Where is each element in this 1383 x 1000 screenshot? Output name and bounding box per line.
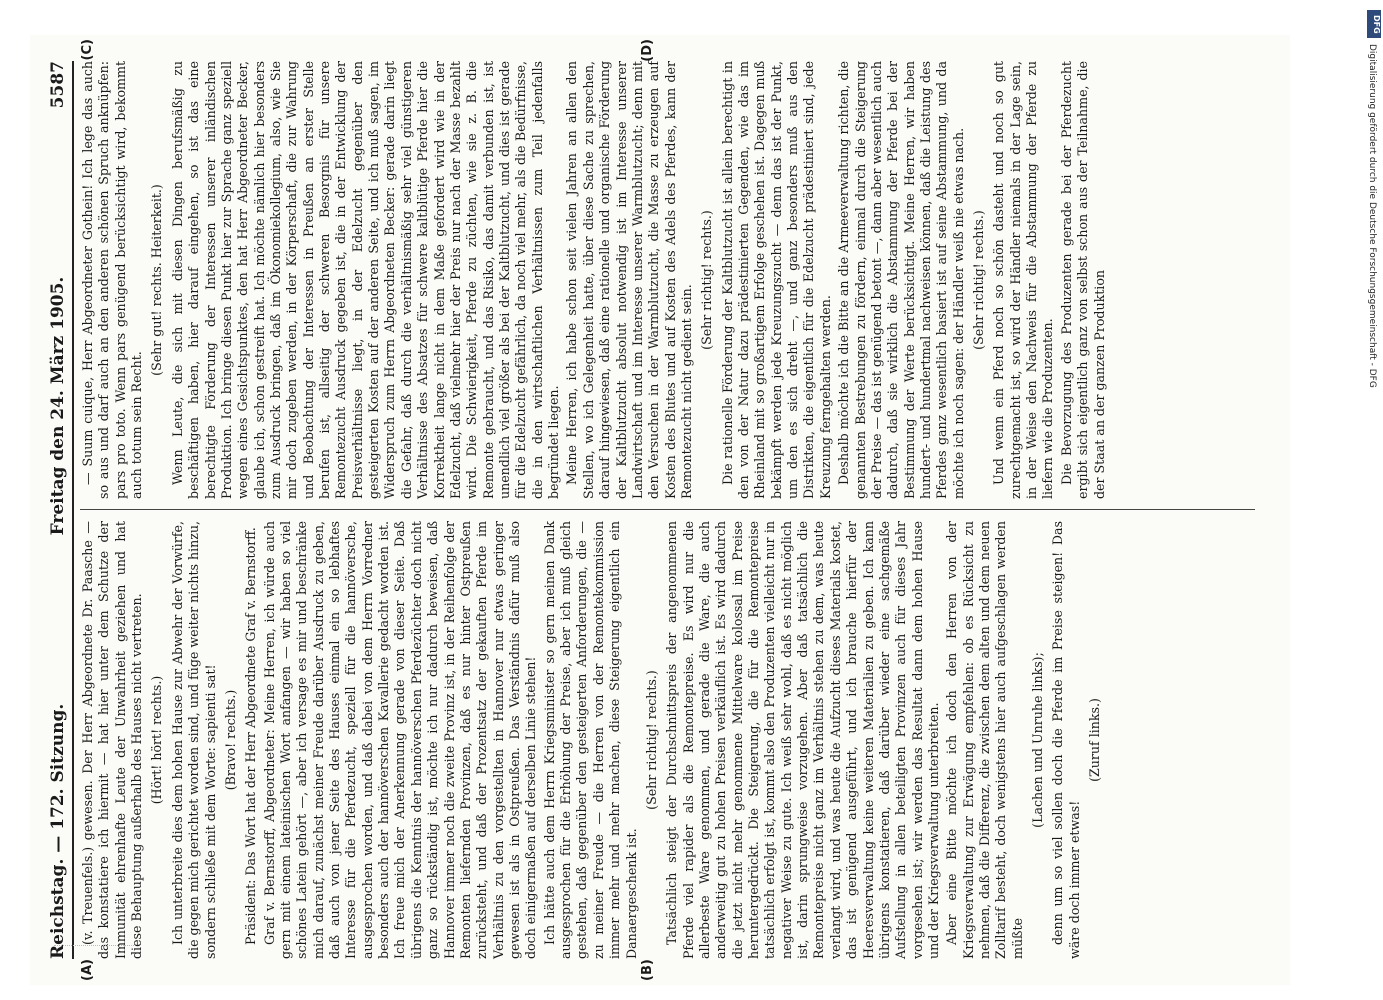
- interjection: (Sehr richtig! rechts.): [643, 670, 659, 810]
- paragraph: Wenn Leute, die sich mit diesen Dingen berufsmäßig zu beschäftigen haben, hier darauf eingehen, so ist das eine berechtigte Förderung der Interessen unserer inländischen Produktion. Ich bringe diesen Punkt hier zur Sprache ganz speziell wegen eines Gesichtspunktes, den hat Herr Abgeordneter Becker, glaube ich, schon gestreift hat. Ich möchte nämlich hier besonders zum Ausdruck bringen, daß im Ökonomiekollegium, also, wie Sie mir doch zugeben werden, in der Körperschaft, die zur Wahrung und Beobachtung der Interessen in Preußen an erster Stelle berufen ist, allseitig der schweren Besorgnis für unsere Remontezucht Ausdruck gegeben ist, die in der Entwicklung der Preisverhältnisse liegt, in der Edelzucht gegenüber den gesteigerten Kosten auf der anderen Seite, und ich muß sagen, im Widerspruch zum Herrn Abgeordneten Becker: gerade darin liegt die Gefahr, daß durch die verhältnismäßig sehr viel günstigeren Verhältnisse des Absatzes für schwere kaltblütige Pferde hier die Korrektheit lange nicht in dem Maße gefordert wird wie in der Edelzucht, daß vielmehr hier der Preis nur nach der Masse bezahlt wird. Die Schwierigkeit, Pferde zu züchten, wie sie z. B. die Remonte gebraucht, und das Risiko, das damit verbunden ist, ist unendlich viel größer als bei der Kaltblutzucht, und dies ist gerade für die Edelzucht gefährlich, da noch viel mehr, als die Bedürfnisse, die in den wirtschaftlichen Verhältnissen zum Teil jedenfalls begründet liegen.: [169, 61, 562, 499]
- interjection: (Lachen und Unruhe links);: [1030, 652, 1046, 828]
- paragraph: Tatsächlich steigt der Durchschnittspreis der angenommenen Pferde viel rapider als die Remontepreise. Es wird nur die allerbeste Ware genommen, und gerade die Ware, die auch anderweitig gut zu hohen Preisen verkäuflich ist. Es wird dadurch die jetzt nicht mehr genommene Mittelware kolossal im Preise heruntergedrückt. Die Steigerung, die für die Remontepreise tatsächlich erfolgt ist, kommt also den Produzenten vielleicht nur in negativer Weise zu gute. Ich weiß sehr wohl, daß es nicht möglich ist, darin sprungweise vorzugehen. Aber daß tatsächlich die Remontepreise nicht ganz im Verhältnis stehen zu dem, was heute verlangt wird, und was heute die Aufzucht dieses Materials kostet, das ist genügend ausgeführt, und ich brauche hierfür der Heeresverwaltung keine weiteren Materialien zu geben. Ich kann übrigens konstatieren, daß darüber wieder eine sachgemäße Aufstellung in allen beteiligten Provinzen auch für dieses Jahr vorgesehen ist; wir werden das Resultat dann dem hohen Hause und der Kriegsverwaltung unterbreiten.: [664, 521, 941, 959]
- interjection: (Sehr gut! rechts. Heiterkeit.): [149, 184, 165, 376]
- left-column: [80, 520, 1255, 981]
- paragraph: Deshalb möchte ich die Bitte an die Armeeverwaltung richten, die genannten Bestrebungen zu fördern, einmal durch die Steigerung der Preise — das ist genügend betont —, dann aber wesentlich auch dadurch, daß sie wirklich die Abstammung der Pferde bei der Bestimmung der Werte berücksichtigt. Meine Herren, wir haben hundert- und hundertmal nachweisen können, daß die Leistung des Pferdes ganz wesentlich basiert ist auf seine Abstammung, und da möchte ich noch sagen: der Händler weiß nie etwas nach.: [836, 61, 966, 499]
- interjection: (Hört! hört! rechts.): [149, 675, 165, 805]
- paragraph: Ich hätte auch dem Herrn Kriegsminister so gern meinen Dank ausgesprochen für die Erhöhung der Preise, aber ich muß gleich gestehen, daß gegenüber den gesteigerten Anforderungen, die — zu meiner Freude — die Herren von der Remontekommission immer mehr und mehr machen, diese Steigerung eigentlich ein Danaergeschenk ist.: [541, 521, 639, 959]
- page-number: 5587: [48, 61, 68, 109]
- paragraph: — Suum cuique, Herr Abgeordneter Gothein! Ich lege das auch so aus und darf auch an den anderen schönen Spruch anknüpfen: pars pro toto. Wenn pars genügend berücksichtigt wird, bekommt auch totum sein Recht.: [80, 61, 145, 499]
- fold-mark: [54, 945, 134, 964]
- paragraph: (v. Treuenfels.) gewesen. Der Herr Abgeordnete Dr. Paasche — das konstatiere ich hiermit — hat hier unter dem Schutze der Immunität ehrenhafte Leute der Unwahrheit geziehen und hat diese Behauptung außerhalb des Hauses nicht vertreten.: [80, 521, 145, 959]
- column-divider: [80, 509, 1255, 510]
- interjection: (Sehr richtig! rechts.): [699, 210, 715, 350]
- paragraph: Präsident: Das Wort hat der Herr Abgeordnete Graf v. Bernstorff.: [243, 527, 259, 945]
- header-date: Freitag den 24. März 1905.: [48, 276, 68, 536]
- interjection: (Sehr richtig! rechts.): [971, 210, 987, 350]
- marker-d: (D): [640, 39, 655, 62]
- digitization-credit: [1367, 10, 1381, 990]
- marker-a: (A): [80, 959, 95, 981]
- paragraph: Ich unterbreite dies dem hohen Hause zur Abwehr der Vorwürfe, die gegen mich gerichtet worden sind, und füge weiter nichts hinzu, sondern schließe mit dem Worte: sapienti sat!: [169, 520, 218, 959]
- interjection: (Bravo! rechts.): [222, 689, 238, 791]
- paragraph: Die rationelle Förderung der Kaltblutzucht ist allein berechtigt in den von der Natur dazu prädestinierten Gegenden, wie das im Rheinland mit so großartigem Erfolge geschehen ist. Dagegen muß bekämpft werden jede Kreuzungszucht — denn das ist der Punkt, um den es sich dreht —, und ganz besonders muß aus den Distrikten, die eigentlich für die Edelzucht prädestiniert sind, jede Kreuzung ferngehalten werden.: [719, 61, 833, 499]
- paragraph: Graf v. Bernstorff, Abgeordneter: Meine Herren, ich würde auch gern mit einem lateinischen Wort anfangen — wir haben so viel schönes Latein gehört —, aber ich versage es mir und beschränke mich darauf, zunächst meiner Freude darüber Ausdruck zu geben, daß auch von jener Seite des Hauses einmal ein so lebhaftes Interesse für die Pferdezucht, speziell für die hannöversche, ausgesprochen worden, und daß dabei von dem Herrn Vorredner besonders auch der hannöverschen Kavallerie gedacht worden ist. Ich freue mich der Anerkennung gerade von dieser Seite. Daß übrigens die Kenntnis der hannöverschen Pferdezüchter doch nicht ganz so rückständig ist, möchte ich nur dadurch beweisen, daß Hannover immer noch die zweite Provinz ist, in der Reihenfolge der Remonten liefernden Provinzen, daß es nur hinter Ostpreußen zurücksteht, und daß der Prozentsatz der gekauften Pferde im Verhältnis zu den vorgestellten in Hannover nur etwas geringer gewesen ist als in Ostpreußen. Das Verständnis dafür muß also doch einigermaßen auf derselben Linie stehen!: [261, 521, 539, 959]
- dfg-logo: DFG: [1367, 10, 1381, 38]
- marker-b: (B): [640, 959, 655, 981]
- paragraph: Aber eine Bitte möchte ich doch den Herren von der Kriegsverwaltung zur Erwägung empfehlen: ob es Rücksicht zu nehmen, daß die Differenz, die zwischen dem alten und dem neuen Zolltarif besteht, doch wenigstens hier auch aufgeschlagen werden müßte: [944, 521, 1025, 959]
- right-column: [80, 39, 1255, 499]
- paragraph: Und wenn ein Pferd noch so schön dasteht und noch so gut zurechtgemacht ist, so wird der Händler niemals in der Lage sein, in der Weise den Nachweis für die Abstammung der Pferde zu liefern wie die Produzenten.: [991, 61, 1056, 499]
- credit-text: Digitalisierung gefördert durch die Deutsche Forschungsgemeinschaft - DFG: [1367, 44, 1377, 388]
- document-page: [30, 35, 1290, 985]
- header-left: Reichstag. — 172. Sitzung.: [48, 703, 68, 959]
- paragraph: denn um so viel sollen doch die Pferde im Preise steigen! Das wäre doch immer etwas!: [1050, 521, 1082, 959]
- text-columns: [80, 39, 1255, 981]
- paragraph: Meine Herren, ich habe schon seit vielen Jahren an allen den Stellen, wo ich Gelegenheit hatte, über diese Sache zu sprechen, darauf hingewiesen, daß eine rationelle und organische Förderung der Kaltblutzucht absolut notwendig ist im Interesse unserer Landwirtschaft und im Interesse unserer Warmblutzucht; denn mit den Versuchen in der Warmblutzucht, die Masse zu erzeugen auf Kosten des Blutes und auf Kosten des Adels des Pferdes, kann der Remontezucht nicht gedient sein.: [564, 61, 694, 499]
- interjection: (Zuruf links.): [1087, 698, 1103, 782]
- marker-c: (C): [80, 39, 95, 61]
- page-header: [48, 61, 74, 959]
- paragraph: Die Bevorzugung des Produzenten gerade bei der Pferdezucht ergibt sich eigentlich ganz von selbst schon aus der Teilnahme, die der Staat an der ganzen Produktion: [1058, 61, 1107, 499]
